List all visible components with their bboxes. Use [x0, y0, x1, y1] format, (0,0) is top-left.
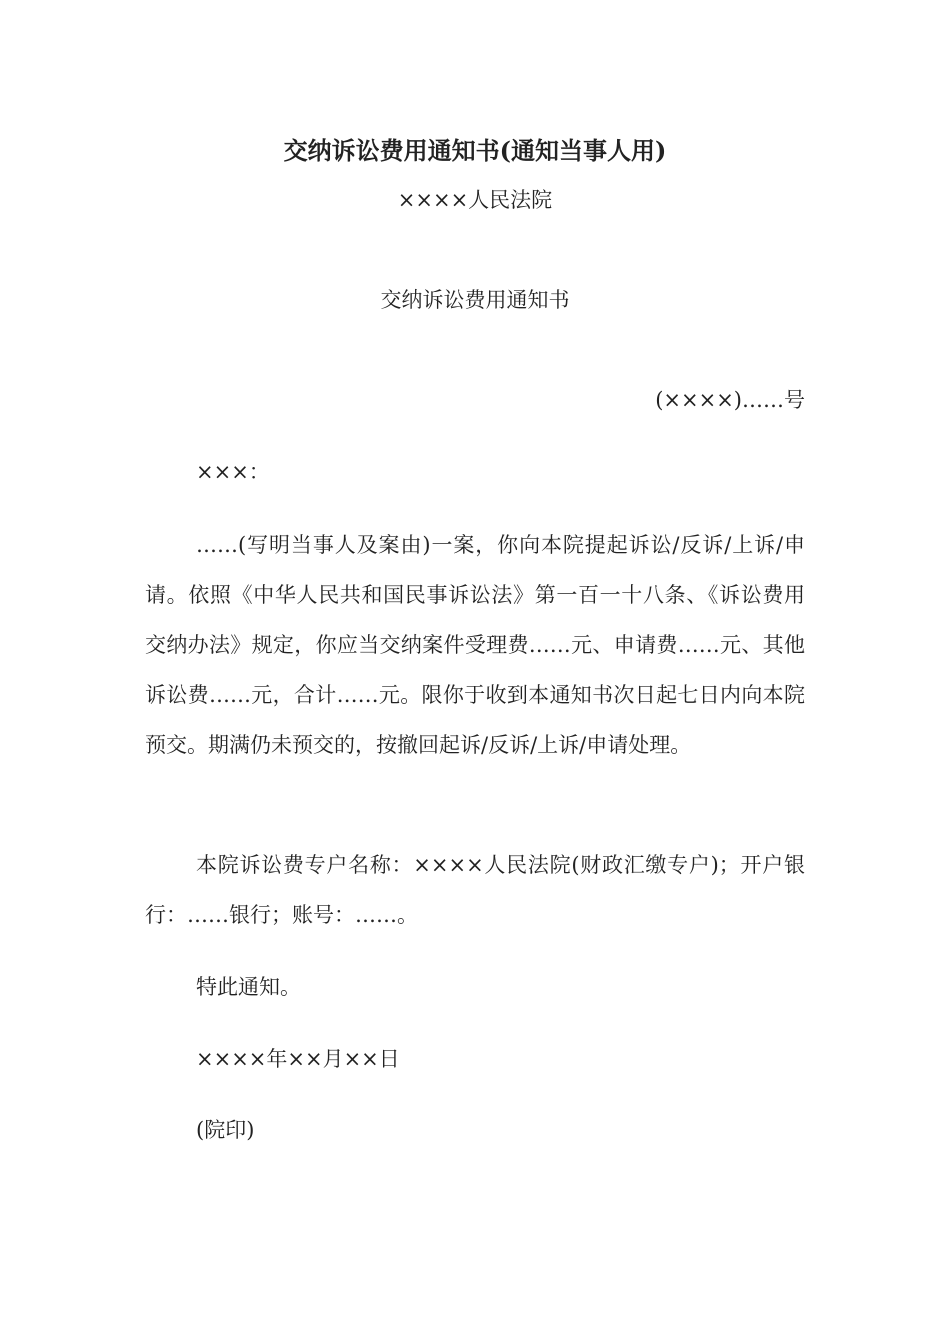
issue-date: ××××年××月××日 [196, 1047, 400, 1071]
court-name: ××××人民法院 [397, 188, 553, 212]
body-paragraph: ……(写明当事人及案由)一案，你向本院提起诉讼/反诉/上诉/申请。依照《中华人民共和国民事诉讼法》第一百一十八条、《诉讼费用交纳办法》规定，你应当交纳案件受理费……元、申请费……元、其他诉讼费……元，合计……元。限你于收到本通知书次日起七日内向本院预交。期满仍未预交的，按撤回起诉/反诉/上诉/申请处理。 [145, 533, 805, 757]
notice-heading: 交纳诉讼费用通知书 [380, 288, 570, 312]
court-seal-note: (院印) [196, 1118, 255, 1142]
closing-text: 特此通知。 [196, 975, 301, 999]
case-number: (××××)……号 [655, 388, 805, 412]
document-title: 交纳诉讼费用通知书(通知当事人用) [283, 136, 667, 165]
account-paragraph: 本院诉讼费专户名称：××××人民法院(财政汇缴专户)；开户银行：……银行；账号：……。 [145, 853, 805, 927]
addressee: ×××： [196, 460, 270, 484]
